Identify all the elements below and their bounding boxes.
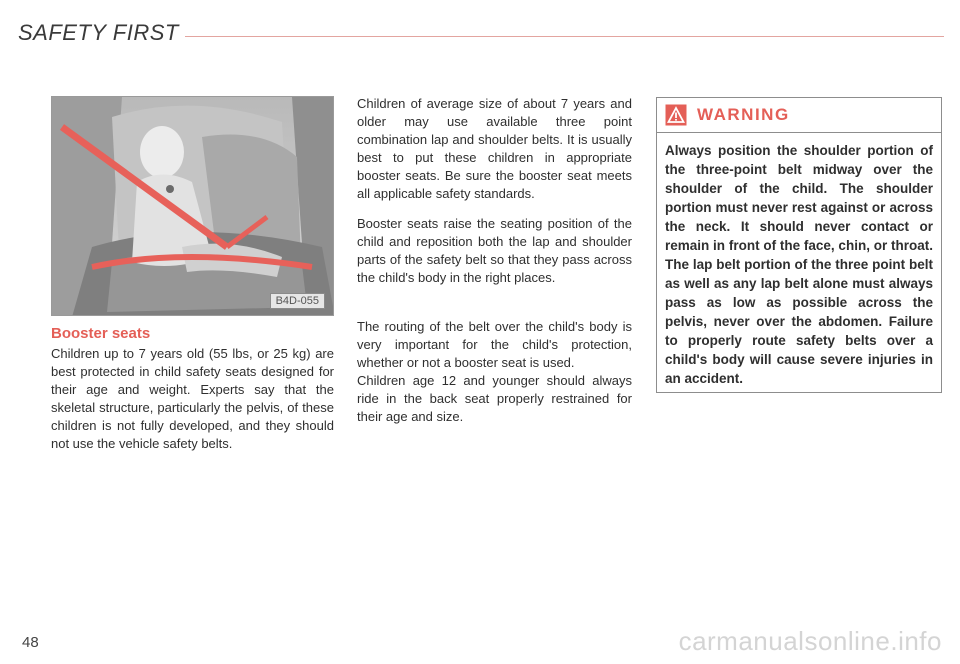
child-in-booster-seat-image [52,97,334,316]
middle-paragraph-3: The routing of the belt over the child's body is very important for the child's protection, whether or not a booster seat is used. [357,319,632,370]
page-number: 48 [22,634,39,651]
figure-code: B4D-055 [270,293,325,309]
warning-header [657,98,941,133]
middle-paragraph-2: Booster seats raise the seating position of the child and reposition both the lap and shoulder parts of the safety belt so that they pass across the child's body in the right places. [357,216,632,285]
section-title: SAFETY FIRST [18,20,179,45]
booster-seat-illustration [51,96,334,316]
warning-box [656,97,942,393]
middle-paragraph-1: Children of average size of about 7 years and older may use available three point combination lap and shoulder belts. It is usually best to put these children in appropriate booster seats. Be sure the booster seat meets all applicable safety standards. [357,96,632,201]
booster-seats-heading: Booster seats [51,325,151,342]
middle-paragraph-4: Children age 12 and younger should always ride in the back seat properly restrained for their age and size. [357,373,632,424]
booster-seats-paragraph: Children up to 7 years old (55 lbs, or 25 kg) are best protected in child safety seats designed for their age and weight. Experts say that the skeletal structure, particularly the pelvis, of these children is not fully developed, and they should not use the vehicle safety belts. [51,346,334,451]
page-header [18,18,944,48]
warning-text: Always position the shoulder portion of the three-point belt midway over the shoulder of the child. The shoulder portion must never rest against or across the neck. It should never contact or remain in front of the face, chin, or throat. The lap belt portion of the three point belt as well as any lap belt alone must always pass as low as possible across the pelvis, never over the abdomen. Failure to properly route safety belts over a child's body will cause severe injuries in an accident. [665,143,933,386]
warning-triangle-icon [665,104,687,126]
header-rule [185,36,944,37]
warning-title: WARNING [697,105,790,124]
watermark-text: carmanualsonline.info [678,626,942,656]
